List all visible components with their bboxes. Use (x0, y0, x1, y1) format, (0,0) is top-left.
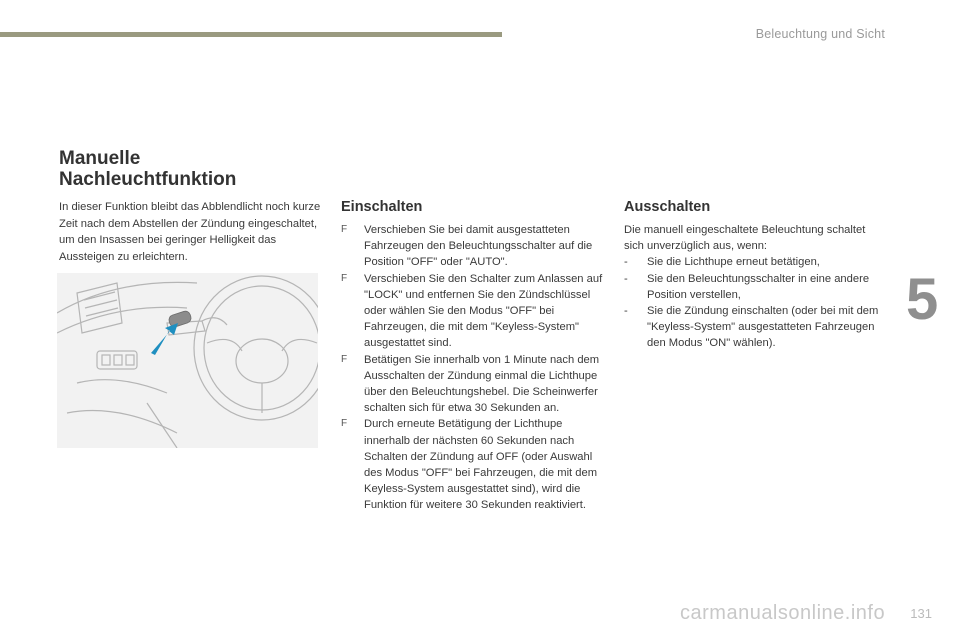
list-item (341, 222, 603, 271)
list-item-text: Sie den Beleuchtungsschalter in eine andere Position verstellen, (647, 272, 870, 301)
ausschalten-block (624, 222, 886, 352)
chapter-number: 5 (906, 267, 939, 332)
dash-marker: - (624, 305, 628, 318)
ausschalten-title: Ausschalten (624, 199, 711, 215)
dashboard-drawing (57, 273, 318, 448)
list-item-text: Verschieben Sie bei damit ausgestatteten Fahrzeugen den Beleuchtungsschalter auf die Position "OFF" oder "AUTO". (364, 224, 593, 269)
list-item-text: Betätigen Sie innerhalb von 1 Minute nach dem Ausschalten der Zündung einmal die Lichthupe über den Beleuchtungshebel. Die Scheinwerfer schalten sich für etwa 30 Sekunden an. (364, 353, 600, 415)
list-item (341, 352, 603, 417)
intro-paragraph: In dieser Funktion bleibt das Abblendlicht noch kurze Zeit nach dem Abstellen der Zündung eingeschaltet, um den Insassen bei geringer Helligkeit das Aussteigen zu erleichtern. (59, 201, 321, 263)
checkbox-icon: F (341, 272, 348, 284)
list-item (624, 303, 886, 352)
list-item (341, 416, 603, 513)
dash-marker: - (624, 256, 628, 269)
einschalten-title: Einschalten (341, 199, 423, 215)
section-title (59, 148, 236, 190)
page-number: 131 (910, 606, 932, 621)
watermark: carmanualsonline.info (680, 602, 886, 624)
list-item (624, 271, 886, 303)
checkbox-icon: F (341, 224, 348, 235)
ausschalten-intro: Die manuell eingeschaltete Beleuchtung schaltet sich unverzüglich aus, wenn: (624, 224, 866, 253)
section-title-line2: Nachleuchtfunktion (59, 169, 237, 190)
chapter-accent-bar (0, 32, 502, 37)
dashboard-illustration (57, 273, 318, 448)
list-item-text: Verschieben Sie den Schalter zum Anlassen auf "LOCK" und entfernen Sie den Zündschlüssel oder wählen Sie den Modus "OFF" bei Fahrzeugen, die mit dem "Keyless-System" ausgestattet sind. (364, 272, 603, 350)
dash-marker: - (624, 272, 628, 285)
list-item-text: Sie die Zündung einschalten (oder bei mit dem "Keyless-System" ausgestatteten Fahrzeugen den Modus "ON" wählen). (647, 305, 879, 350)
chapter-title: Beleuchtung und Sicht (755, 27, 885, 41)
checkbox-icon: F (341, 418, 348, 430)
einschalten-list (341, 222, 603, 514)
section-title-line1: Manuelle (59, 148, 141, 169)
list-item (341, 271, 603, 352)
list-item-text: Durch erneute Betätigung der Lichthupe innerhalb der nächsten 60 Sekunden nach Schalten der Zündung auf OFF (oder Auswahl des Modus "OFF" bei Fahrzeugen, die mit dem Keyless-System ausgestattet sind), wird die Funktion für weitere 30 Sekunden reaktiviert. (364, 418, 598, 512)
checkbox-icon: F (341, 353, 348, 365)
list-item (624, 254, 886, 270)
arrow-icon (151, 323, 178, 355)
list-item-text: Sie die Lichthupe erneut betätigen, (647, 256, 820, 269)
